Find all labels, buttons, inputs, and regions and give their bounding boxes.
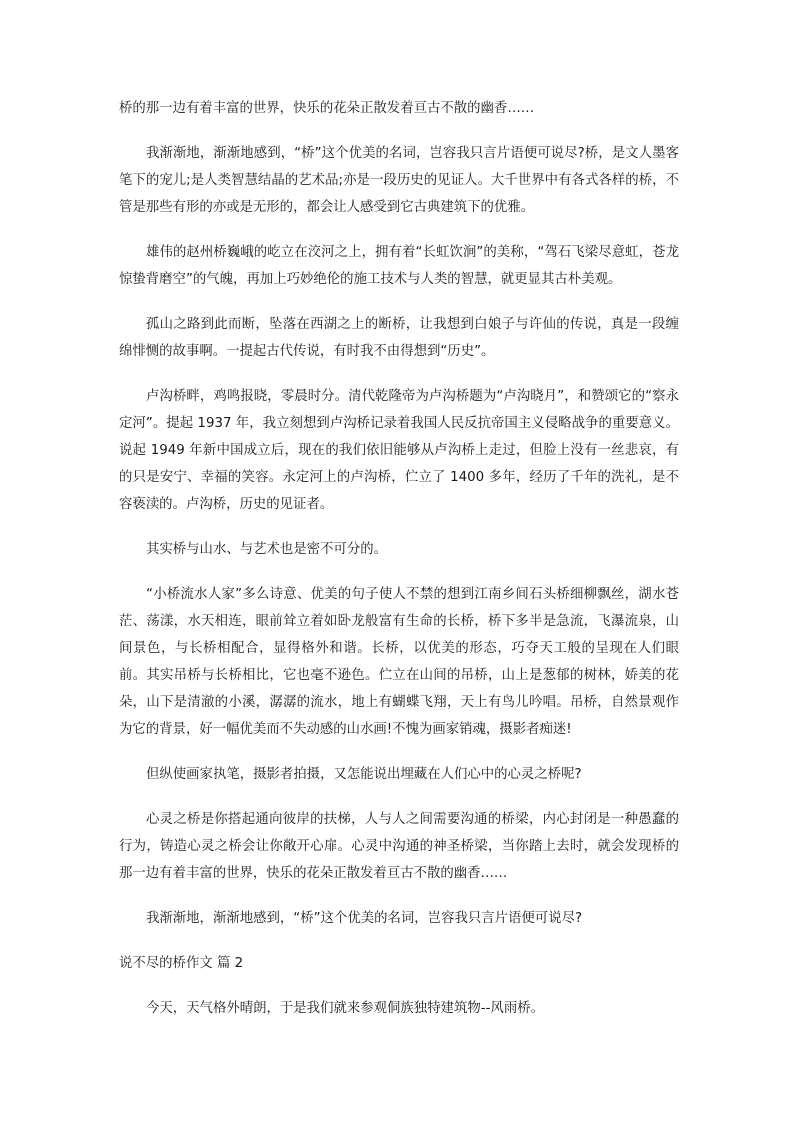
paragraph-2: 我渐渐地，渐渐地感到，“桥”这个优美的名词，岂容我只言片语便可说尽?桥，是文人墨客笔下的宠儿;是人类智慧结晶的艺术品;亦是一段历史的见证人。大千世界中有各式各样的桥，不管是那些有形的亦或是无形的，都会让人感受到它古典建筑下的优雅。 (119, 146, 679, 215)
paragraph-11: 今天，天气格外晴朗，于是我们就来参观侗族独特建筑物--风雨桥。 (146, 1001, 544, 1016)
paragraph-5: 卢沟桥畔，鸡鸣报晓，零晨时分。清代乾隆帝为卢沟桥题为“卢沟晓月”，和赞颂它的“察永定河”。提起 1937 年，我立刻想到卢沟桥记录着我国人民反抗帝国主义侵略战争的重要意义。说起 1949 年新中国成立后，现在的我们依旧能够从卢沟桥上走过，但脸上没有一丝悲哀，有的只是安宁、幸福的笑容。永定河上的卢沟桥，伫立了 1400 多年，经历了千年的洗礼，是不容亵渎的。卢沟桥，历史的见证者。 (119, 389, 679, 512)
paragraph-1: 桥的那一边有着丰富的世界，快乐的花朵正散发着亘古不散的幽香…… (119, 101, 535, 116)
paragraph-6: 其实桥与山水、与艺术也是密不可分的。 (146, 542, 388, 557)
paragraph-9: 心灵之桥是你搭起通向彼岸的扶梯，人与人之间需要沟通的桥梁，内心封闭是一种愚蠢的行为，铸造心灵之桥会让你敞开心扉。心灵中沟通的神圣桥梁，当你踏上去时，就会发现桥的那一边有着丰富的世界，快乐的花朵正散发着亘古不散的幽香…… (119, 812, 679, 881)
paragraph-3: 雄伟的赵州桥巍峨的屹立在洨河之上，拥有着“长虹饮涧”的美称，“驾石飞梁尽意虹，苍龙惊蛰背磨空”的气魄，再加上巧妙绝伦的施工技术与人类的智慧，就更显其古朴美观。 (119, 245, 679, 287)
paragraph-8: 但纵使画家执笔，摄影者拍摄，又怎能说出埋藏在人们心中的心灵之桥呢? (146, 767, 582, 782)
document-body (119, 95, 679, 1022)
section-heading: 说不尽的桥作文 篇 2 (119, 956, 244, 971)
paragraph-4: 孤山之路到此而断，坠落在西湖之上的断桥，让我想到白娘子与许仙的传说，真是一段缠绵悱恻的故事啊。一提起古代传说，有时我不由得想到“历史”。 (119, 317, 679, 359)
paragraph-10: 我渐渐地，渐渐地感到，“桥”这个优美的名词，岂容我只言片语便可说尽? (146, 911, 583, 926)
paragraph-7: “小桥流水人家”多么诗意、优美的句子使人不禁的想到江南乡间石头桥细柳飘丝，湖水苍茫、荡漾，水天相连，眼前耸立着如卧龙般富有生命的长桥，桥下多半是急流，飞瀑流泉，山间景色，与长桥相配合，显得格外和谐。长桥，以优美的形态，巧夺天工般的呈现在人们眼前。其实吊桥与长桥相比，它也毫不逊色。伫立在山间的吊桥，山上是葱郁的树林，娇美的花朵，山下是清澈的小溪，潺潺的流水，地上有蝴蝶飞翔，天上有鸟儿吟唱。吊桥，自然景观作为它的背景，好一幅优美而不失动感的山水画!不愧为画家销魂，摄影者痴迷! (119, 587, 679, 737)
